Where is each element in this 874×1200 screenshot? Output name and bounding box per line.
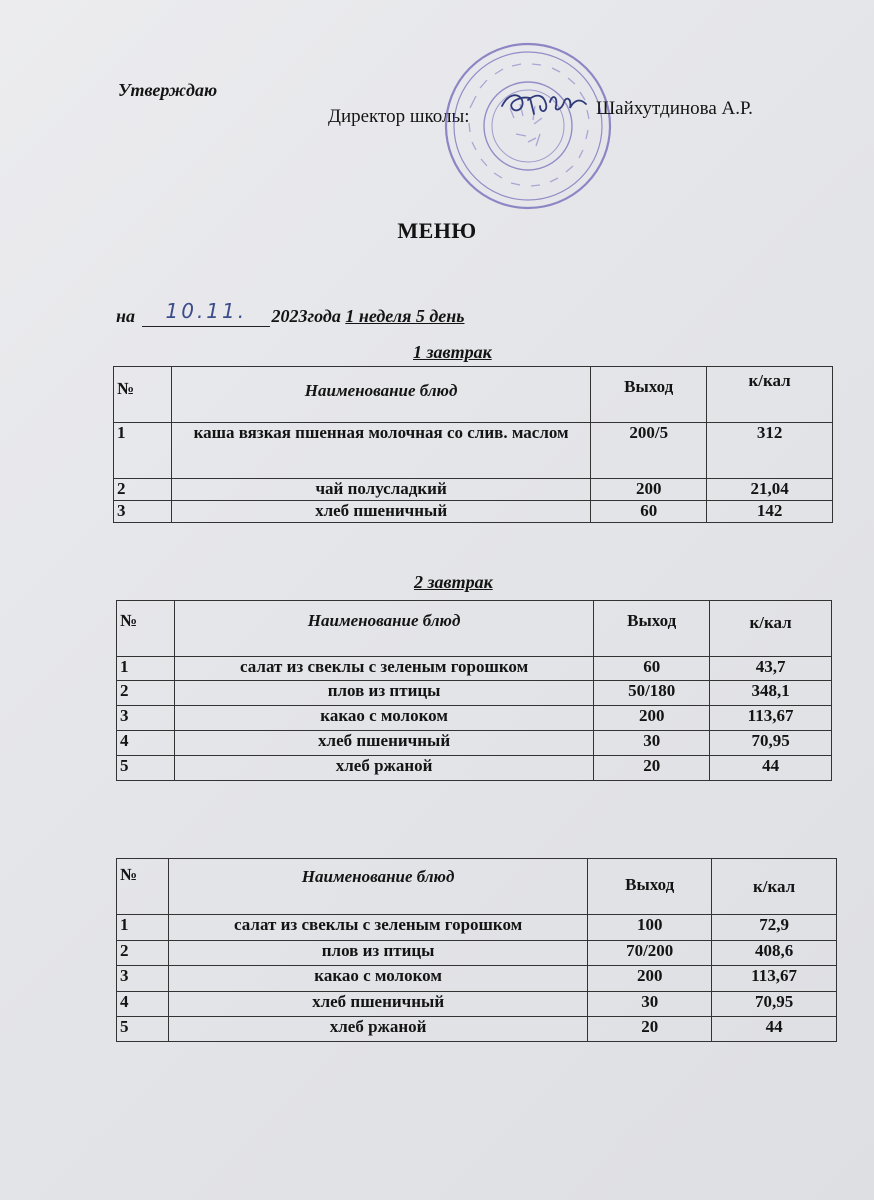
table-row [117,756,832,781]
row-name: салат из свеклы с зеленым горошком [168,915,587,941]
row-name: каша вязкая пшенная молочная со слив. маслом [171,423,590,479]
row-output: 200 [591,479,707,501]
row-name: чай полусладкий [171,479,590,501]
row-num: 5 [117,756,175,781]
row-num: 5 [117,1017,169,1042]
section-title-breakfast-1: 1 завтрак [413,342,492,362]
row-kcal: 70,95 [710,731,832,756]
row-name: салат из свеклы с зеленым горошком [174,657,593,681]
row-num: 4 [117,731,175,756]
row-kcal: 43,7 [710,657,832,681]
table-row [117,966,837,992]
col-num: № [114,367,172,423]
signature [494,84,594,124]
row-kcal: 348,1 [710,681,832,706]
row-output: 60 [591,501,707,523]
row-num: 1 [114,423,172,479]
row-name: хлеб пшеничный [174,731,593,756]
table-row [117,706,832,731]
row-name: хлеб пшеничный [168,992,587,1017]
row-kcal: 113,67 [712,966,837,992]
row-kcal: 44 [710,756,832,781]
col-output: Выход [591,367,707,423]
row-kcal: 70,95 [712,992,837,1017]
table-row [117,681,832,706]
col-num: № [117,859,169,915]
row-output: 70/200 [588,941,712,966]
row-num: 1 [117,657,175,681]
row-kcal: 72,9 [712,915,837,941]
row-num: 2 [114,479,172,501]
row-output: 50/180 [594,681,710,706]
document-title: МЕНЮ [397,218,477,243]
section-title-breakfast-2: 2 завтрак [414,572,493,592]
row-name: хлеб пшеничный [171,501,590,523]
year-label: 2023года [271,306,341,326]
col-num: № [117,601,175,657]
col-kcal: к/кал [710,601,832,657]
row-kcal: 408,6 [712,941,837,966]
date-field [142,299,270,327]
date-line [116,299,465,327]
col-name: Наименование блюд [174,601,593,657]
row-num: 2 [117,681,175,706]
school-stamp [440,38,616,214]
col-name: Наименование блюд [171,367,590,423]
row-output: 100 [588,915,712,941]
row-output: 200 [594,706,710,731]
row-num: 3 [114,501,172,523]
row-name: плов из птицы [174,681,593,706]
col-output: Выход [594,601,710,657]
director-label: Директор школы: [328,106,470,127]
menu-table-3 [116,858,837,1042]
table-row [117,915,837,941]
row-output: 60 [594,657,710,681]
table-row [117,941,837,966]
menu-table-breakfast-2 [116,600,832,781]
table-header-row [114,367,833,423]
row-kcal: 21,04 [707,479,833,501]
row-num: 4 [117,992,169,1017]
approve-label: Утверждаю [118,80,218,100]
table-row [117,1017,837,1042]
row-name: хлеб ржаной [174,756,593,781]
table-row [114,479,833,501]
table-header-row [117,601,832,657]
row-num: 1 [117,915,169,941]
director-name: Шайхутдинова А.Р. [596,98,753,119]
table-header-row [117,859,837,915]
row-num: 2 [117,941,169,966]
table-row [117,657,832,681]
row-name: хлеб ржаной [168,1017,587,1042]
col-kcal: к/кал [712,859,837,915]
row-output: 20 [594,756,710,781]
week-day-label: 1 неделя 5 день [345,306,465,326]
date-prefix: на [116,306,135,326]
row-output: 20 [588,1017,712,1042]
col-kcal: к/кал [707,367,833,423]
row-kcal: 142 [707,501,833,523]
row-output: 200/5 [591,423,707,479]
col-name: Наименование блюд [168,859,587,915]
col-output: Выход [588,859,712,915]
row-kcal: 312 [707,423,833,479]
row-kcal: 44 [712,1017,837,1042]
row-name: какао с молоком [174,706,593,731]
menu-table-breakfast-1 [113,366,833,523]
row-num: 3 [117,966,169,992]
row-output: 30 [594,731,710,756]
table-row [114,501,833,523]
row-name: плов из птицы [168,941,587,966]
row-kcal: 113,67 [710,706,832,731]
row-name: какао с молоком [168,966,587,992]
row-output: 200 [588,966,712,992]
handwritten-date: 10.11. [165,299,248,323]
table-row [114,423,833,479]
table-row [117,731,832,756]
table-row [117,992,837,1017]
row-num: 3 [117,706,175,731]
row-output: 30 [588,992,712,1017]
